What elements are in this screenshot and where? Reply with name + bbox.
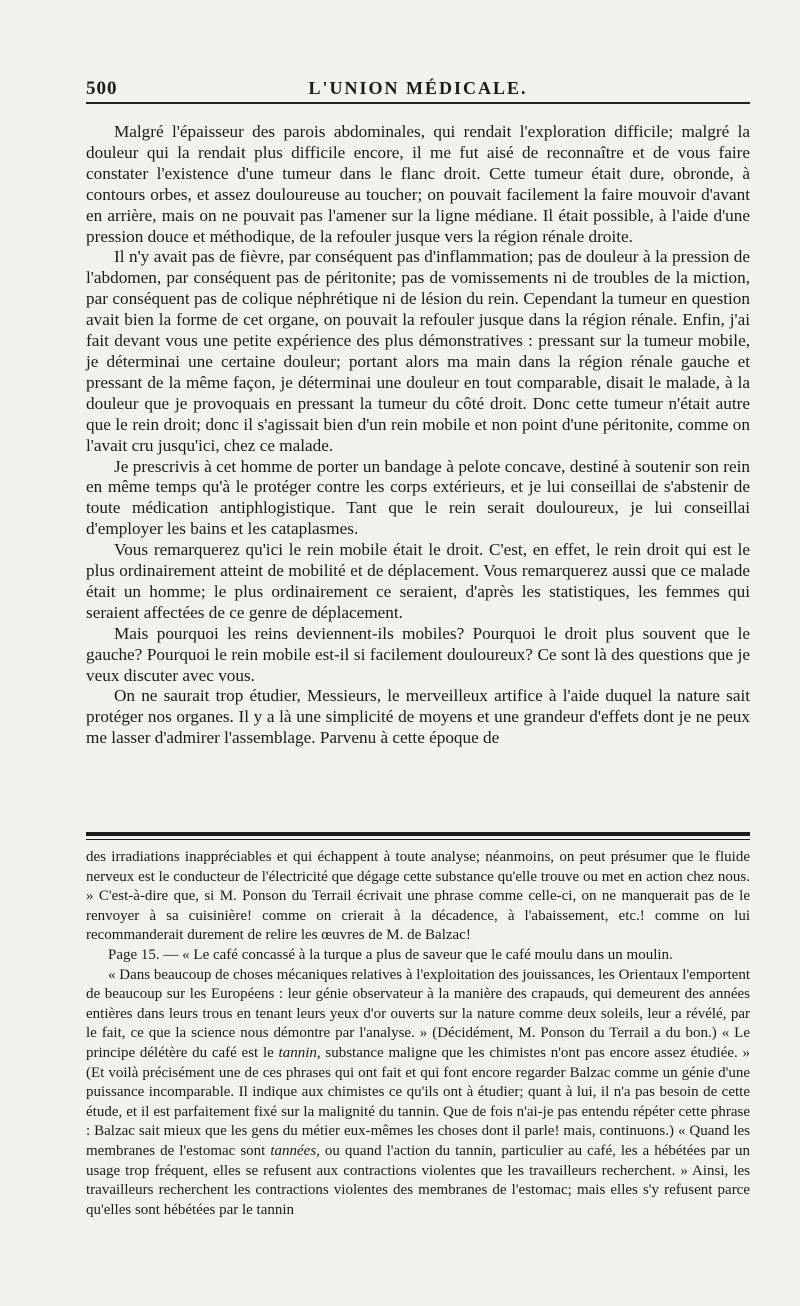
- main-article: [86, 122, 750, 749]
- italic-word-tannin: tannin,: [278, 1044, 321, 1061]
- feuilleton-paragraph: Page 15. — « Le café concassé à la turque a plus de saveur que le café moulu dans un moulin.: [108, 946, 673, 963]
- article-paragraph: On ne saurait trop étudier, Messieurs, le merveilleux artifice à l'aide duquel la nature sait protéger nos organes. Il y a là une simplicité de moyens et une grandeur d'effets dont je ne peux me lasser d'admirer l'assemblage. Parvenu à cette époque de: [86, 686, 750, 748]
- feuilleton-text: ou quand l'action du tannin, particulier au café, les a hébétées par un usage trop fréquent, elles se refusent aux contractions violentes que les travailleurs recherchent. » Ainsi, les travailleurs recherchent les contractions violentes des membranes de l'estomac; mais elles s'y refusent parce qu'elles sont hébétées par le tannin: [86, 1142, 750, 1218]
- feuilleton-paragraph: des irradiations inappréciables et qui échappent à toute analyse; néanmoins, on peut présumer que le fluide nerveux est le conducteur de l'électricité que dégage cette substance qu'elle trouve ou met en action chez nous. » C'est-à-dire que, si M. Ponson du Terrail écrivait une phrase comme celle-ci, on ne manquerait pas de le renvoyer à sa cuisinière! comme on crierait à la décadence, à l'abaissement, etc.! comme on lui recommanderait durement de relire les œuvres de M. de Balzac!: [86, 849, 750, 944]
- running-title: L'UNION MÉDICALE.: [308, 78, 528, 98]
- italic-word-tannees: tannées,: [270, 1142, 320, 1159]
- page-number: 500: [86, 78, 118, 99]
- article-paragraph: Il n'y avait pas de fièvre, par conséquent pas d'inflammation; pas de douleur à la pression de l'abdomen, par conséquent pas de péritonite; pas de vomissements ni de troubles de la miction, par conséquent pas de colique néphrétique ni de lésion du rein. Cependant la tumeur en question avait bien la forme de cet organe, on pouvait la refouler jusque dans la région rénale. Enfin, j'ai fait devant vous une petite expérience des plus démonstratives : pressant sur la tumeur mobile, je déterminai une certaine douleur; portant alors ma main dans la région rénale gauche et pressant de la même façon, je déterminai une douleur en tout comparable, disait le malade, à la douleur que je provoquais en pressant la tumeur du côté droit. Donc cette tumeur n'était autre que le rein droit; donc il s'agissait bien d'un rein mobile et non point d'une péritonite, comme on l'avait cru jusqu'ici, chez ce malade.: [86, 247, 750, 455]
- article-paragraph: Vous remarquerez qu'ici le rein mobile était le droit. C'est, en effet, le rein droit qui est le plus ordinairement atteint de mobilité et de déplacement. Vous remarquerez aussi que ce malade était un homme; le plus ordinairement ce seraient, d'après les statistiques, les femmes qui seraient affectées de ce genre de déplacement.: [86, 540, 750, 622]
- feuilleton-text: « Dans beaucoup de choses mécaniques relatives à l'exploitation des jouissances, les Orientaux l'emportent de beaucoup sur les Européens : leur génie observateur à la manière des crapauds, qui demeurent des années entières dans leurs trous en tenant leurs yeux d'or ouverts sur la nature comme deux soleils, leur a révélé, par le fait, ce que la science nous démontre par l'analyse. » (Décidément, M. Ponson du Terrail a du bon.) « Le principe délétère du café est le: [86, 966, 750, 1061]
- feuilleton-separator-thick: [86, 832, 750, 836]
- feuilleton: [86, 848, 750, 1220]
- page-header: [86, 74, 750, 102]
- header-rule: [86, 102, 750, 104]
- article-paragraph: Mais pourquoi les reins deviennent-ils mobiles? Pourquoi le droit plus souvent que le gauche? Pourquoi le rein mobile est-il si facilement douloureux? Ce sont là des questions que je veux discuter avec vous.: [86, 623, 750, 685]
- article-paragraph: Je prescrivis à cet homme de porter un bandage à pelote concave, destiné à soutenir son rein en même temps qu'à le protéger contre les corps extérieurs, et je lui conseillai de s'abstenir de toute médication antiphlogistique. Tant que le rein serait douloureux, je lui conseillai d'employer les bains et les cataplasmes.: [86, 456, 750, 539]
- feuilleton-separator-thin: [86, 839, 750, 840]
- feuilleton-text: substance maligne que les chimistes n'ont pas encore assez étudiée. » (Et voilà précisément une de ces phrases qui ont fait et qui font encore regarder Balzac comme un génie d'une puissance incomparable. Il indique aux chimistes ce qu'ils ont à étudier; quant à lui, il n'a pas besoin de cette étude, et il est parfaitement fixé sur la malignité du tannin. Que de fois n'ai-je pas entendu répéter cette phrase : Balzac sait mieux que les gens du métier eux-mêmes les choses dont il parle! mais, continuons.) « Quand les membranes de l'estomac sont: [86, 1044, 751, 1159]
- feuilleton-paragraph: [86, 966, 750, 1221]
- article-paragraph: Malgré l'épaisseur des parois abdominales, qui rendait l'exploration difficile; malgré la douleur qui la rendait plus difficile encore, il me fut aisé de reconnaître et de vous faire constater l'existence d'une tumeur dans le flanc droit. Cette tumeur était dure, obronde, à contours orbes, et assez douloureuse au toucher; on pouvait facilement la faire mouvoir d'avant en arrière, mais on ne pouvait pas l'amener sur la ligne médiane. Il était possible, à l'aide d'une pression douce et méthodique, de la refouler jusque vers la région rénale droite.: [86, 122, 750, 246]
